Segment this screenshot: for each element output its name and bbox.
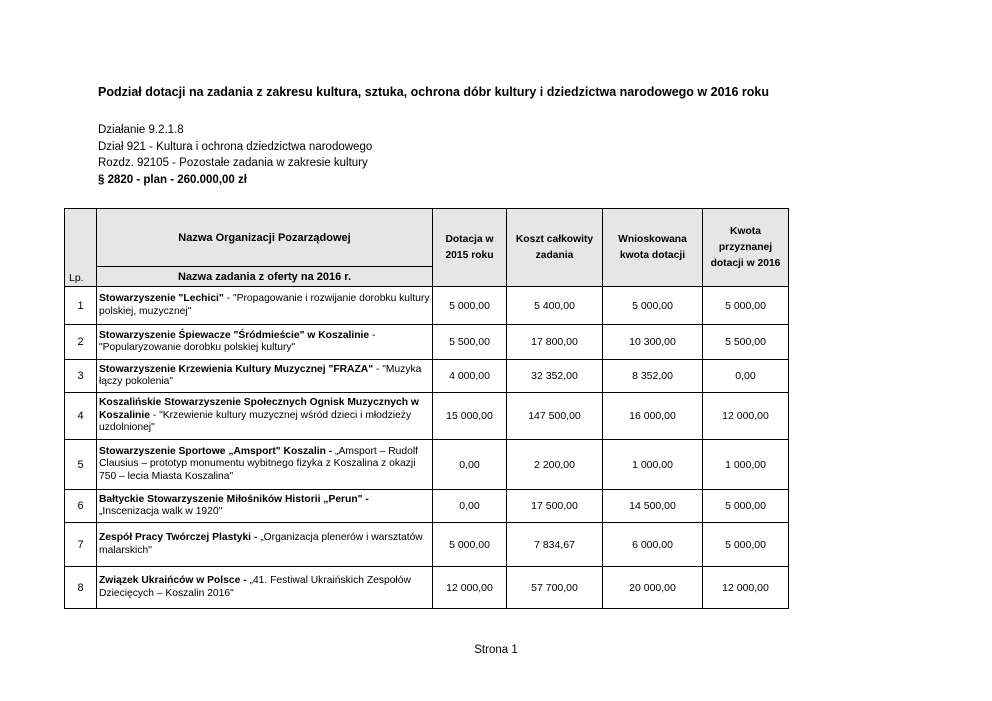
row-lp: 8	[65, 567, 97, 609]
row-dotacja-2015: 5 000,00	[433, 287, 507, 325]
organization-name: Zespół Pracy Twórczej Plastyki -	[99, 532, 261, 544]
row-wnioskowana: 10 300,00	[603, 325, 703, 360]
table-row	[65, 360, 789, 393]
row-lp: 4	[65, 393, 97, 440]
task-name: - "Popularyzowanie dorobku polskiej kultury"	[99, 329, 376, 353]
row-przyznana: 5 000,00	[703, 490, 789, 523]
grants-table	[64, 208, 789, 609]
row-dotacja-2015: 0,00	[433, 440, 507, 490]
row-dotacja-2015: 5 500,00	[433, 325, 507, 360]
header-wnioskowana: Wnioskowana kwota dotacji	[603, 209, 703, 287]
row-koszt: 17 500,00	[507, 490, 603, 523]
row-description	[97, 287, 433, 325]
task-name: „41. Festiwal Ukraińskich Zespołów Dziecięcych – Koszalin 2016"	[99, 575, 411, 599]
task-name: „Inscenizacja walk w 1920"	[99, 506, 223, 517]
row-przyznana: 5 500,00	[703, 325, 789, 360]
row-przyznana: 0,00	[703, 360, 789, 393]
organization-name: Związek Ukraińców w Polsce -	[99, 575, 250, 587]
row-description	[97, 360, 433, 393]
row-wnioskowana: 16 000,00	[603, 393, 703, 440]
row-lp: 3	[65, 360, 97, 393]
header-lp: Lp.	[65, 209, 97, 287]
header-dotacja-2015: Dotacja w 2015 roku	[433, 209, 507, 287]
row-wnioskowana: 20 000,00	[603, 567, 703, 609]
task-name: - "Propagowanie i rozwijanie dorobku kultury polskiej, muzycznej"	[99, 293, 430, 317]
row-wnioskowana: 5 000,00	[603, 287, 703, 325]
row-dotacja-2015: 5 000,00	[433, 523, 507, 567]
header-koszt: Koszt całkowity zadania	[507, 209, 603, 287]
organization-name: Stowarzyszenie "Lechici"	[99, 293, 224, 305]
task-name: „Amsport – Rudolf Clausius – prototyp monumentu wybitnego fizyka z Koszalina z okazji 750 – lecia Miasta Koszalina"	[99, 445, 419, 482]
row-description	[97, 567, 433, 609]
row-koszt: 57 700,00	[507, 567, 603, 609]
row-lp: 6	[65, 490, 97, 523]
header-przyznana: Kwota przyznanej dotacji w 2016	[703, 209, 789, 287]
organization-name: Stowarzyszenie Krzewienia Kultury Muzycznej "FRAZA"	[99, 363, 374, 375]
row-description	[97, 325, 433, 360]
header-task: Nazwa zadania z oferty na 2016 r.	[97, 267, 433, 287]
budget-meta	[98, 122, 372, 188]
row-description	[97, 490, 433, 523]
row-wnioskowana: 6 000,00	[603, 523, 703, 567]
row-lp: 1	[65, 287, 97, 325]
table-row	[65, 523, 789, 567]
row-koszt: 17 800,00	[507, 325, 603, 360]
table-row	[65, 287, 789, 325]
row-koszt: 147 500,00	[507, 393, 603, 440]
organization-name: Stowarzyszenie Sportowe „Amsport" Koszalin -	[99, 445, 336, 457]
table-row	[65, 490, 789, 523]
table-row	[65, 440, 789, 490]
meta-plan: § 2820 - plan - 260.000,00 zł	[98, 173, 247, 186]
task-name: - "Krzewienie kultury muzycznej wśród dzieci i młodzieży uzdolnionej"	[99, 409, 412, 434]
row-wnioskowana: 14 500,00	[603, 490, 703, 523]
row-koszt: 32 352,00	[507, 360, 603, 393]
table-row	[65, 567, 789, 609]
row-koszt: 5 400,00	[507, 287, 603, 325]
task-name: „Organizacja plenerów i warsztatów malarskich"	[99, 532, 423, 556]
page-number: Strona 1	[474, 644, 518, 656]
table-row	[65, 393, 789, 440]
row-koszt: 2 200,00	[507, 440, 603, 490]
row-lp: 7	[65, 523, 97, 567]
row-dotacja-2015: 4 000,00	[433, 360, 507, 393]
row-dotacja-2015: 15 000,00	[433, 393, 507, 440]
row-lp: 5	[65, 440, 97, 490]
meta-division: Dział 921 - Kultura i ochrona dziedzictwa narodowego	[98, 140, 373, 153]
row-lp: 2	[65, 325, 97, 360]
meta-action: Działanie 9.2.1.8	[98, 124, 184, 136]
row-wnioskowana: 8 352,00	[603, 360, 703, 393]
row-description	[97, 440, 433, 490]
organization-name: Koszalińskie Stowarzyszenie Społecznych Ognisk Muzycznych w Koszalinie	[99, 397, 419, 421]
document-title: Podział dotacji na zadania z zakresu kultura, sztuka, ochrona dóbr kultury i dziedzictwa narodowego w 2016 roku	[98, 85, 769, 99]
row-dotacja-2015: 12 000,00	[433, 567, 507, 609]
organization-name: Stowarzyszenie Śpiewacze "Śródmieście" w Koszalinie	[99, 329, 370, 341]
row-przyznana: 12 000,00	[703, 393, 789, 440]
row-description	[97, 393, 433, 440]
row-koszt: 7 834,67	[507, 523, 603, 567]
row-dotacja-2015: 0,00	[433, 490, 507, 523]
header-org: Nazwa Organizacji Pozarządowej	[97, 209, 433, 267]
row-wnioskowana: 1 000,00	[603, 440, 703, 490]
row-przyznana: 5 000,00	[703, 523, 789, 567]
meta-chapter: Rozdz. 92105 - Pozostałe zadania w zakresie kultury	[98, 157, 368, 169]
organization-name: Bałtyckie Stowarzyszenie Miłośników Historii „Perun" -	[99, 493, 369, 505]
table-row	[65, 325, 789, 360]
row-przyznana: 12 000,00	[703, 567, 789, 609]
task-name: - "Muzyka łączy pokolenia"	[99, 363, 422, 387]
row-przyznana: 5 000,00	[703, 287, 789, 325]
row-description	[97, 523, 433, 567]
row-przyznana: 1 000,00	[703, 440, 789, 490]
